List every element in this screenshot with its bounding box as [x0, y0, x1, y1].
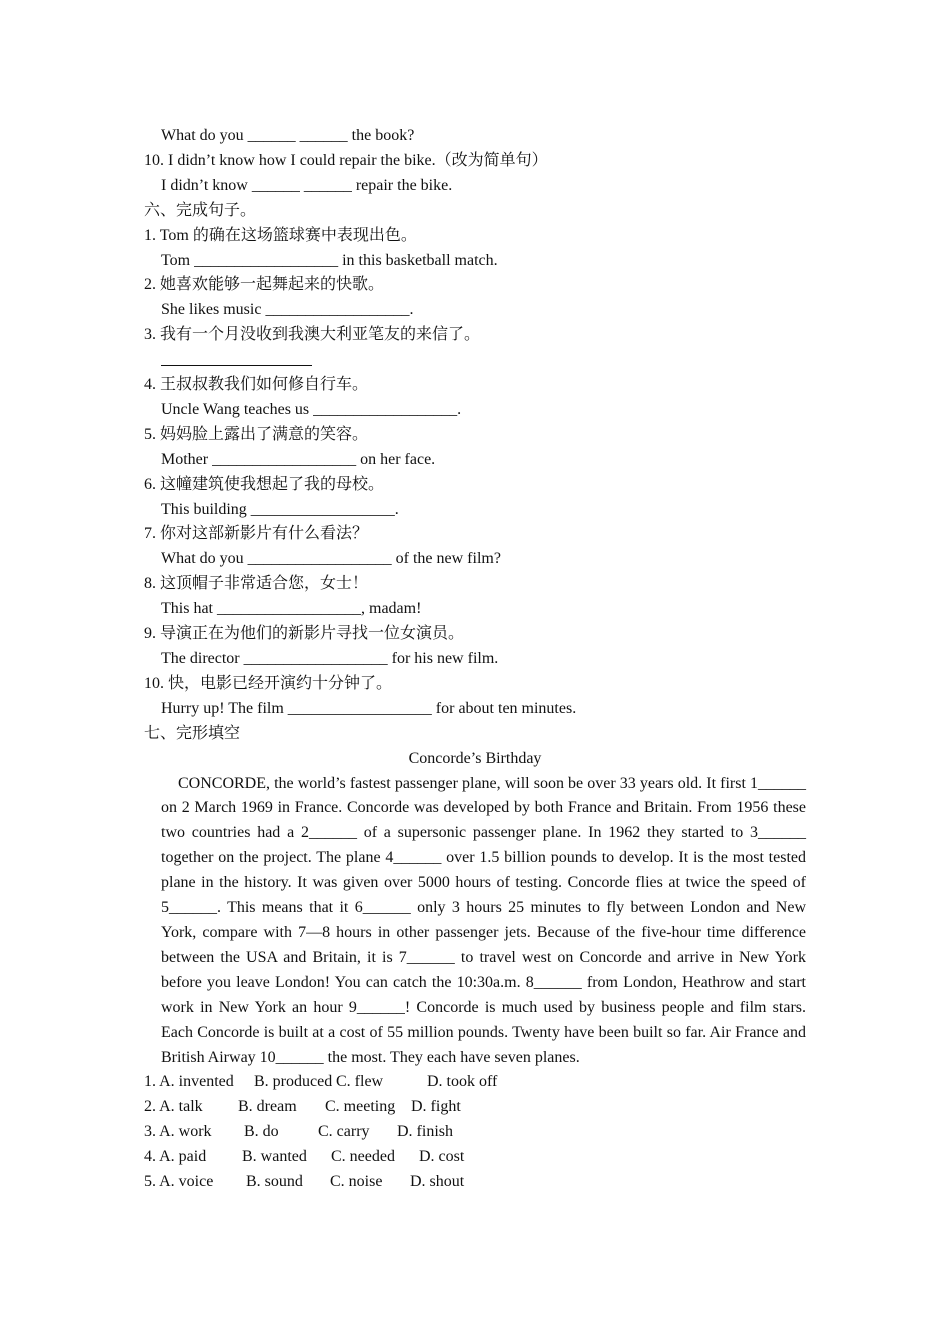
option-choice: 5. A. voice	[144, 1172, 214, 1190]
option-row	[144, 1095, 806, 1120]
option-choice: 1. A. invented	[144, 1073, 234, 1091]
option-row	[144, 1170, 806, 1195]
question-line: 3. 我有一个月没收到我澳大利亚笔友的来信了。	[144, 326, 481, 344]
option-choice: 3. A. work	[144, 1123, 212, 1141]
option-choice: B. dream	[238, 1098, 297, 1116]
answer-line: What do you __________________ of the new film?	[161, 550, 501, 568]
question-line: 6. 这幢建筑使我想起了我的母校。	[144, 475, 385, 493]
question-line: 七、完形填空	[144, 724, 241, 742]
answer-line: This building __________________.	[161, 500, 399, 518]
question-line: 4. 王叔叔教我们如何修自行车。	[144, 376, 369, 394]
option-row	[144, 1070, 806, 1095]
question-line: 7. 你对这部新影片有什么看法？	[144, 525, 369, 543]
question-line: 六、完成句子。	[144, 201, 257, 219]
option-choice: C. carry	[318, 1123, 370, 1141]
option-choice: D. took off	[427, 1073, 498, 1091]
answer-line: Hurry up! The film __________________ for about ten minutes.	[161, 699, 577, 717]
answer-line: She likes music __________________.	[161, 301, 414, 319]
option-choice: C. noise	[330, 1172, 383, 1190]
question-line: 1. Tom 的确在这场篮球赛中表现出色。	[144, 226, 417, 244]
worksheet-content	[144, 124, 806, 1195]
question-line: 10. I didn’t know how I could repair the bike.（改为简单句）	[144, 151, 548, 169]
translate-section-continued	[144, 373, 806, 747]
option-choice: 4. A. paid	[144, 1148, 207, 1166]
answer-line: Mother __________________ on her face.	[161, 450, 436, 468]
question-line: 9. 导演正在为他们的新影片寻找一位女演员。	[144, 625, 465, 643]
option-choice: B. sound	[246, 1172, 303, 1190]
question-line: 2. 她喜欢能够一起舞起来的快歌。	[144, 276, 385, 294]
option-choice: B. do	[244, 1123, 279, 1141]
option-choice: D. finish	[397, 1123, 453, 1141]
option-choice: B. wanted	[242, 1148, 307, 1166]
cloze-passage-text: CONCORDE, the world’s fastest passenger plane, will soon be over 33 years old. It first 1______ on 2 March 1969 in France. Concorde was developed by both France and Britain. From 1956 these two countries had a 2______ of a supersonic passenger plane. In 1962 they started to 3______ together on the project. The plane 4______ over 1.5 billion pounds to develop. It is the most tested plane in the history. It was given over 5000 hours of testing. Concorde flies at twice the speed of 5______. This means that it 6______ only 3 hours 25 minutes to fly between London and New York, compare with 7—8 hours in other passenger jets. Because of the five-hour time difference between the USA and Britain, it is 7______ to travel west on Concorde and arrive in New York before you leave London! You can catch the 10:30a.m. 8______ from London, Heathrow and start work in New York an hour 9______! Concorde is much used by business people and film stars. Each Concorde is built at a cost of 55 million pounds. Twenty have been built so far. Air France and British Airway 10______ the most. They each have seven planes.	[161, 774, 806, 1066]
question-line: 5. 妈妈脸上露出了满意的笑容。	[144, 425, 369, 443]
cloze-options	[144, 1070, 806, 1194]
option-choice: D. cost	[419, 1148, 465, 1166]
cloze-passage	[144, 772, 806, 1071]
answer-line: Uncle Wang teaches us __________________.	[161, 400, 462, 418]
option-choice: D. shout	[410, 1172, 465, 1190]
option-row	[144, 1120, 806, 1145]
question-line: 8. 这顶帽子非常适合您，女士！	[144, 575, 369, 593]
answer-line: Tom __________________ in this basketball match.	[161, 251, 498, 269]
option-choice: B. produced	[254, 1073, 333, 1091]
option-choice: C. needed	[331, 1148, 395, 1166]
option-choice: C. meeting	[325, 1098, 396, 1116]
option-choice: 2. A. talk	[144, 1098, 203, 1116]
answer-line: The director __________________ for his new film.	[161, 650, 499, 668]
option-choice: C. flew	[336, 1073, 384, 1091]
answer-line: This hat __________________, madam!	[161, 600, 422, 618]
answer-line: I didn’t know ______ ______ repair the bike.	[161, 176, 453, 194]
option-row	[144, 1145, 806, 1170]
cloze-title: Concorde’s Birthday	[408, 749, 542, 767]
question-line: 10. 快，电影已经开演约十分钟了。	[144, 674, 393, 692]
answer-line: What do you ______ ______ the book?	[161, 127, 415, 144]
answer-blank-line	[144, 348, 806, 373]
rewrite-and-translate-section	[144, 124, 806, 348]
option-choice: D. fight	[411, 1098, 461, 1116]
